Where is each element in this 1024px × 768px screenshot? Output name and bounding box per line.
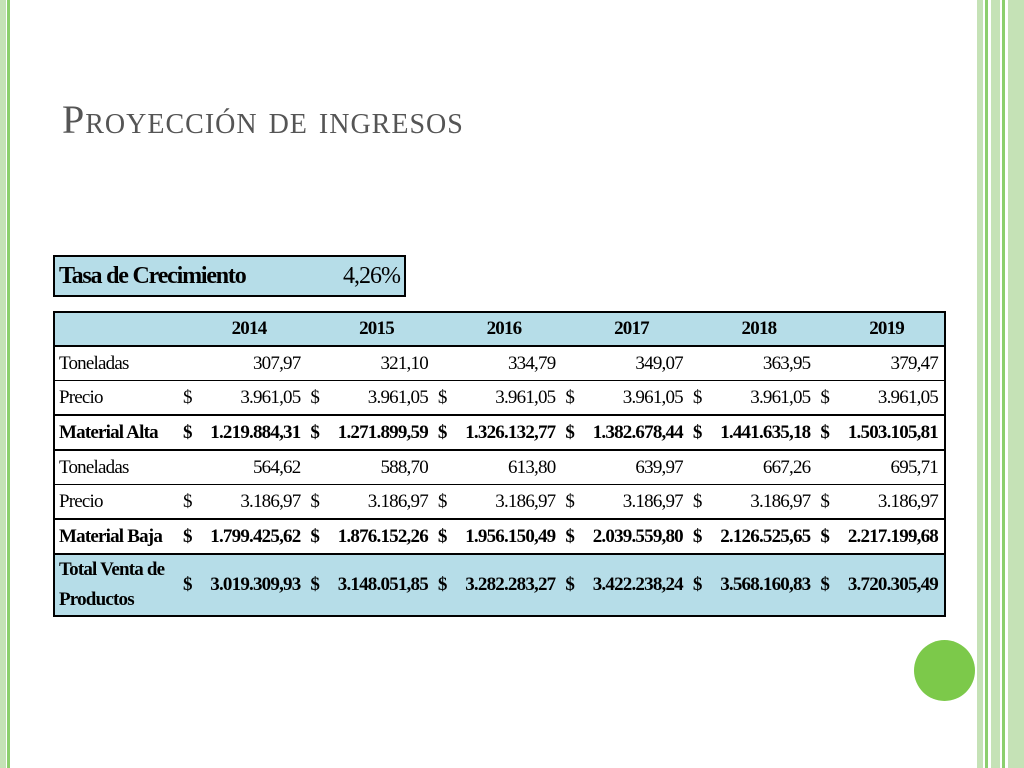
currency-symbol: $ [179, 554, 197, 616]
value-cell: 1.326.132,77 [452, 415, 561, 450]
currency-symbol: $ [179, 485, 197, 520]
currency-symbol: $ [816, 554, 834, 616]
currency-symbol [561, 346, 579, 381]
row-label: Material Alta [54, 415, 179, 450]
currency-symbol [434, 346, 452, 381]
currency-symbol [179, 450, 197, 485]
value-cell: 2.039.559,80 [579, 519, 688, 554]
currency-symbol: $ [306, 554, 324, 616]
value-cell: 3.961,05 [197, 381, 306, 416]
year-header: 2016 [434, 312, 561, 346]
table-header-row [54, 312, 945, 346]
currency-symbol: $ [306, 485, 324, 520]
value-cell: 1.382.678,44 [579, 415, 688, 450]
currency-symbol: $ [816, 381, 834, 416]
currency-symbol: $ [689, 519, 707, 554]
value-cell: 1.503.105,81 [834, 415, 945, 450]
year-header: 2015 [306, 312, 433, 346]
currency-symbol: $ [689, 381, 707, 416]
currency-symbol [434, 450, 452, 485]
total-value-cell: 3.148.051,85 [324, 554, 433, 616]
left-bar-stripe-dark [7, 0, 10, 768]
row-label: Toneladas [54, 346, 179, 381]
total-value-cell: 3.720.305,49 [834, 554, 945, 616]
value-cell: 3.961,05 [579, 381, 688, 416]
currency-symbol: $ [306, 415, 324, 450]
value-cell: 3.186,97 [324, 485, 433, 520]
right-bar-stripe [1002, 0, 1005, 768]
value-cell: 3.186,97 [197, 485, 306, 520]
currency-symbol: $ [179, 415, 197, 450]
total-value-cell: 3.568.160,83 [707, 554, 816, 616]
value-cell: 3.186,97 [707, 485, 816, 520]
currency-symbol: $ [434, 485, 452, 520]
value-cell: 307,97 [197, 346, 306, 381]
currency-symbol: $ [434, 554, 452, 616]
right-bar-stripe [985, 0, 988, 768]
currency-symbol: $ [816, 519, 834, 554]
value-cell: 3.961,05 [707, 381, 816, 416]
currency-symbol [816, 450, 834, 485]
currency-symbol: $ [179, 519, 197, 554]
value-cell: 3.186,97 [834, 485, 945, 520]
total-value-cell: 3.422.238,24 [579, 554, 688, 616]
currency-symbol: $ [561, 415, 579, 450]
value-cell: 1.441.635,18 [707, 415, 816, 450]
value-cell: 3.186,97 [452, 485, 561, 520]
currency-symbol: $ [434, 519, 452, 554]
value-cell: 564,62 [197, 450, 306, 485]
value-cell: 321,10 [324, 346, 433, 381]
decorative-green-circle [914, 640, 975, 701]
growth-rate-box [53, 255, 406, 297]
value-cell: 613,80 [452, 450, 561, 485]
value-cell: 1.799.425,62 [197, 519, 306, 554]
total-label-line1: Total Venta de [59, 559, 165, 580]
currency-symbol: $ [434, 381, 452, 416]
currency-symbol: $ [561, 519, 579, 554]
currency-symbol: $ [561, 485, 579, 520]
currency-symbol: $ [689, 415, 707, 450]
value-cell: 334,79 [452, 346, 561, 381]
year-header: 2018 [689, 312, 816, 346]
total-label [54, 554, 179, 616]
value-cell: 363,95 [707, 346, 816, 381]
table-row [54, 485, 945, 520]
currency-symbol: $ [179, 381, 197, 416]
table-row [54, 415, 945, 450]
total-value-cell: 3.019.309,93 [197, 554, 306, 616]
value-cell: 1.956.150,49 [452, 519, 561, 554]
value-cell: 667,26 [707, 450, 816, 485]
value-cell: 695,71 [834, 450, 945, 485]
left-decorative-bar [0, 0, 11, 768]
table-row [54, 346, 945, 381]
value-cell: 3.961,05 [452, 381, 561, 416]
currency-symbol [306, 346, 324, 381]
value-cell: 1.219.884,31 [197, 415, 306, 450]
year-header: 2017 [561, 312, 688, 346]
value-cell: 639,97 [579, 450, 688, 485]
year-header: 2014 [179, 312, 306, 346]
currency-symbol [306, 450, 324, 485]
currency-symbol: $ [689, 485, 707, 520]
value-cell: 2.217.199,68 [834, 519, 945, 554]
currency-symbol: $ [816, 485, 834, 520]
value-cell: 1.876.152,26 [324, 519, 433, 554]
currency-symbol: $ [561, 381, 579, 416]
currency-symbol: $ [306, 519, 324, 554]
value-cell: 588,70 [324, 450, 433, 485]
value-cell: 349,07 [579, 346, 688, 381]
right-decorative-bars [977, 0, 1024, 768]
value-cell: 1.271.899,59 [324, 415, 433, 450]
currency-symbol: $ [434, 415, 452, 450]
currency-symbol [816, 346, 834, 381]
currency-symbol: $ [561, 554, 579, 616]
currency-symbol [179, 346, 197, 381]
value-cell: 3.961,05 [834, 381, 945, 416]
currency-symbol [689, 346, 707, 381]
currency-symbol: $ [689, 554, 707, 616]
value-cell: 379,47 [834, 346, 945, 381]
right-bar-stripe [1008, 0, 1024, 768]
total-row [54, 554, 945, 616]
table-row [54, 381, 945, 416]
row-label: Toneladas [54, 450, 179, 485]
currency-symbol [689, 450, 707, 485]
growth-rate-value: 4,26% [343, 263, 400, 289]
year-header: 2019 [816, 312, 945, 346]
row-label: Precio [54, 381, 179, 416]
right-bar-stripe [991, 0, 1000, 768]
currency-symbol: $ [306, 381, 324, 416]
row-label: Material Baja [54, 519, 179, 554]
table-header-blank [54, 312, 179, 346]
slide-title: Proyección de ingresos [62, 97, 464, 142]
table-row [54, 450, 945, 485]
value-cell: 3.961,05 [324, 381, 433, 416]
revenue-projection-table [53, 311, 946, 617]
total-value-cell: 3.282.283,27 [452, 554, 561, 616]
growth-rate-label: Tasa de Crecimiento [59, 263, 246, 289]
currency-symbol: $ [816, 415, 834, 450]
value-cell: 3.186,97 [579, 485, 688, 520]
currency-symbol [561, 450, 579, 485]
value-cell: 2.126.525,65 [707, 519, 816, 554]
right-bar-stripe [977, 0, 983, 768]
row-label: Precio [54, 485, 179, 520]
total-label-line2: Productos [59, 589, 134, 610]
table-row [54, 519, 945, 554]
left-bar-stripe-light [0, 0, 6, 768]
